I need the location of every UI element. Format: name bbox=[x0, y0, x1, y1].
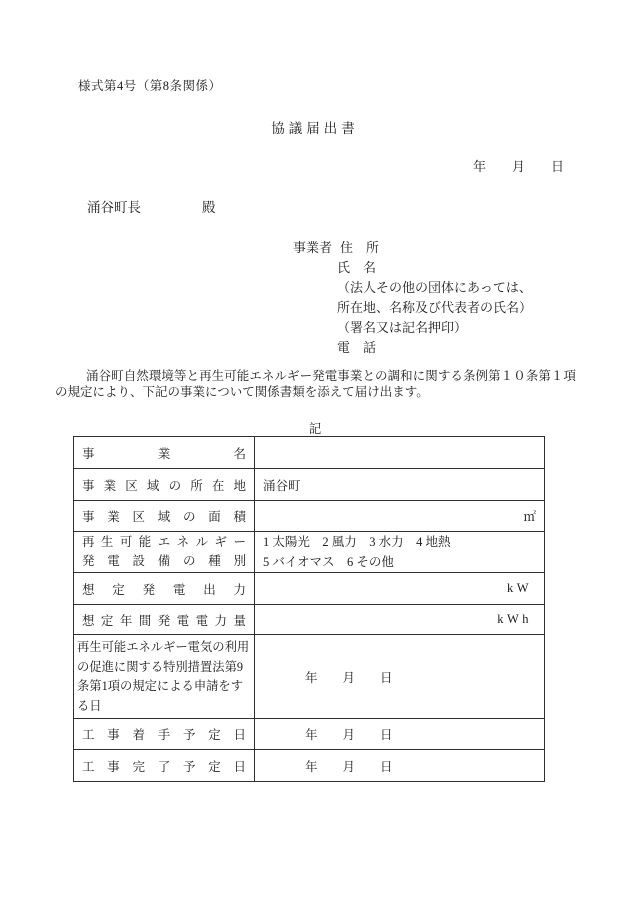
table-row-equipment-type bbox=[74, 532, 545, 573]
row-value-expected-output bbox=[255, 573, 545, 605]
details-table bbox=[73, 436, 545, 782]
addressee-name: 涌谷町長 bbox=[87, 200, 141, 215]
table-row-construction-end bbox=[74, 750, 545, 782]
row-value-area-size bbox=[255, 501, 545, 532]
application-date-label-line4: る日 bbox=[77, 698, 102, 713]
addressee-honorific: 殿 bbox=[202, 200, 216, 215]
row-label-construction-end: 工 事 完 了 予 定 日 bbox=[74, 750, 255, 782]
form-number: 様式第4号（第8条関係） bbox=[78, 79, 222, 93]
row-label-annual-generation: 想 定 年 間 発 電 電 力 量 bbox=[74, 605, 255, 635]
row-value-construction-end: 年 月 日 bbox=[255, 750, 545, 782]
record-marker: 記 bbox=[308, 422, 322, 436]
table-row-application-date bbox=[74, 635, 545, 719]
row-value-area-location: 涌谷町 bbox=[255, 469, 545, 501]
table-row-annual-generation bbox=[74, 605, 545, 635]
equipment-label-line1: 再 生 可 能 エ ネ ル ギ ー bbox=[82, 535, 246, 549]
equipment-label-line2: 発 電 設 備 の 種 別 bbox=[82, 554, 246, 568]
row-label-area-size: 事 業 区 域 の 面 積 bbox=[74, 501, 255, 532]
row-label-business-name: 事 業 名 bbox=[74, 437, 255, 469]
applicant-name-label: 氏 名 bbox=[337, 260, 377, 275]
row-label-construction-start: 工 事 着 手 予 定 日 bbox=[74, 719, 255, 750]
kwh-unit: kWh bbox=[497, 612, 532, 626]
kw-unit: kW bbox=[506, 581, 532, 595]
table-row-area-size bbox=[74, 501, 545, 532]
document-title: 協議届出書 bbox=[271, 121, 359, 136]
table-row-expected-output bbox=[74, 573, 545, 605]
row-value-application-date: 年 月 日 bbox=[255, 635, 545, 719]
applicant-prefix: 事業者 bbox=[293, 240, 333, 255]
applicant-corp-note-line2: 所在地、名称及び代表者の氏名） bbox=[337, 300, 533, 315]
table-row-area-location bbox=[74, 469, 545, 501]
square-meter-unit: ㎡ bbox=[523, 510, 536, 524]
applicant-corp-note-line1: （法人その他の団体にあっては、 bbox=[337, 280, 532, 295]
row-value-business-name bbox=[255, 437, 545, 469]
row-value-annual-generation bbox=[255, 605, 545, 635]
table-row-business-name bbox=[74, 437, 545, 469]
applicant-seal-note: （署名又は記名押印） bbox=[337, 320, 468, 335]
application-date-label-line3: 条第1項の規定による申請をす bbox=[77, 679, 244, 693]
application-date-label-line2: の促進に関する特別措置法第9 bbox=[77, 659, 244, 674]
row-label-equipment-type bbox=[74, 532, 255, 573]
row-label-area-location: 事 業 区 域 の 所 在 地 bbox=[74, 469, 255, 501]
table-row-construction-start bbox=[74, 719, 545, 750]
addressee-line bbox=[87, 196, 216, 216]
row-label-expected-output: 想 定 発 電 出 力 bbox=[74, 573, 255, 605]
date-line: 年 月 日 bbox=[472, 159, 564, 174]
application-date-label-line1: 再生可能エネルギー電気の利用 bbox=[77, 640, 250, 654]
applicant-phone-label: 電 話 bbox=[337, 340, 377, 355]
applicant-address-label: 住 所 bbox=[340, 240, 380, 255]
row-label-application-date bbox=[74, 635, 255, 719]
row-value-equipment-type bbox=[255, 532, 545, 573]
equipment-options-line2: 5 バイオマス 6 その他 bbox=[263, 555, 394, 569]
equipment-options-line1: 1 太陽光 2 風力 3 水力 4 地熱 bbox=[263, 535, 451, 549]
body-paragraph: 涌谷町自然環境等と再生可能エネルギー発電事業との調和に関する条例第１０条第１項の規定により、下記の事業について関係書類を添えて届け出ます。 bbox=[55, 369, 576, 399]
row-value-construction-start: 年 月 日 bbox=[255, 719, 545, 750]
applicant-address-line bbox=[293, 238, 532, 258]
applicant-block bbox=[293, 238, 532, 358]
